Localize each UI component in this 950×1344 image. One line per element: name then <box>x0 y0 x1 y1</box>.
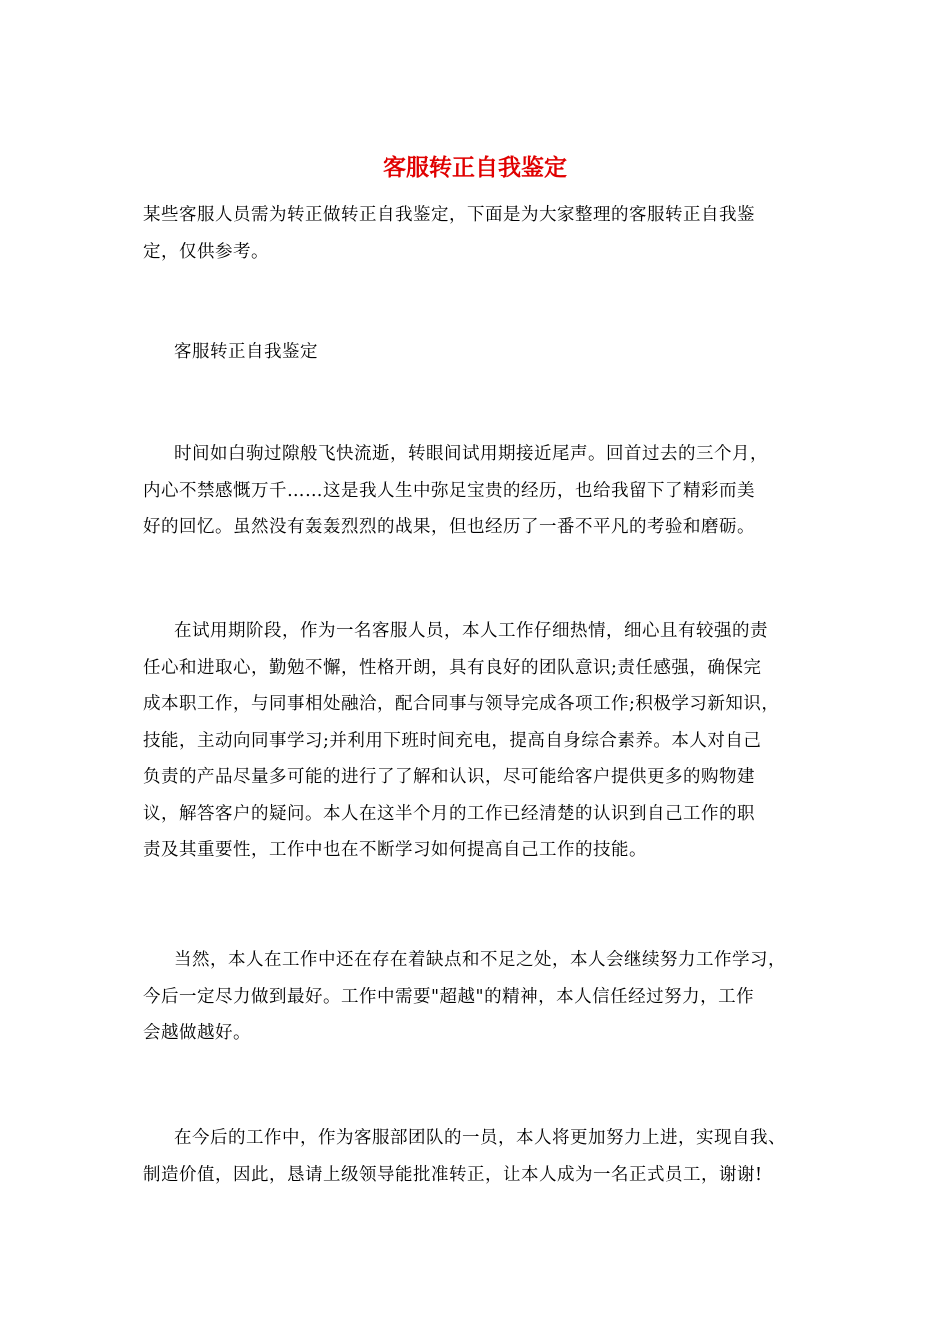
paragraph-line: 成本职工作，与同事相处融洽，配合同事与领导完成各项工作;积极学习新知识， <box>143 694 780 714</box>
paragraph-line: 当然，本人在工作中还在存在着缺点和不足之处，本人会继续努力工作学习， <box>174 950 786 970</box>
paragraph-line: 议，解答客户的疑问。本人在这半个月的工作已经清楚的认识到自己工作的职 <box>143 803 755 824</box>
paragraph-line: 技能，主动向同事学习;并利用下班时间充电，提高自身综合素养。本人对自己 <box>143 730 762 751</box>
paragraph-line: 任心和进取心，勤勉不懈，性格开朗，具有良好的团队意识;责任感强，确保完 <box>143 657 762 678</box>
paragraph-line: 责及其重要性，工作中也在不断学习如何提高自己工作的技能。 <box>143 840 647 860</box>
subheading-text: 客服转正自我鉴定 <box>174 342 318 362</box>
paragraph-4 <box>143 1120 823 1193</box>
paragraph-line: 在试用期阶段，作为一名客服人员，本人工作仔细热情，细心且有较强的责 <box>174 621 768 641</box>
paragraph-line: 好的回忆。虽然没有轰轰烈烈的战果，但也经历了一番不平凡的考验和磨砺。 <box>143 517 755 537</box>
subheading <box>143 334 823 371</box>
paragraph-3 <box>143 942 823 1052</box>
intro-paragraph <box>143 197 823 270</box>
intro-line: 定，仅供参考。 <box>143 241 269 262</box>
paragraph-line: 在今后的工作中，作为客服部团队的一员，本人将更加努力上进，实现自我、 <box>174 1128 786 1148</box>
paragraph-line: 时间如白驹过隙般飞快流逝，转眼间试用期接近尾声。回首过去的三个月， <box>174 444 768 464</box>
paragraph-line: 负责的产品尽量多可能的进行了了解和认识，尽可能给客户提供更多的购物建 <box>143 767 755 787</box>
document-title: 客服转正自我鉴定 <box>383 154 567 181</box>
paragraph-line: 今后一定尽力做到最好。工作中需要"超越"的精神，本人信任经过努力，工作 <box>143 986 755 1007</box>
paragraph-line: 内心不禁感慨万千……这是我人生中弥足宝贵的经历，也给我留下了精彩而美 <box>143 480 755 501</box>
paragraph-line: 制造价值，因此，恳请上级领导能批准转正，让本人成为一名正式员工，谢谢! <box>143 1164 763 1185</box>
paragraph-2 <box>143 613 823 869</box>
paragraph-line: 会越做越好。 <box>143 1023 251 1043</box>
paragraph-1 <box>143 436 823 546</box>
intro-line: 某些客服人员需为转正做转正自我鉴定，下面是为大家整理的客服转正自我鉴 <box>143 205 755 225</box>
